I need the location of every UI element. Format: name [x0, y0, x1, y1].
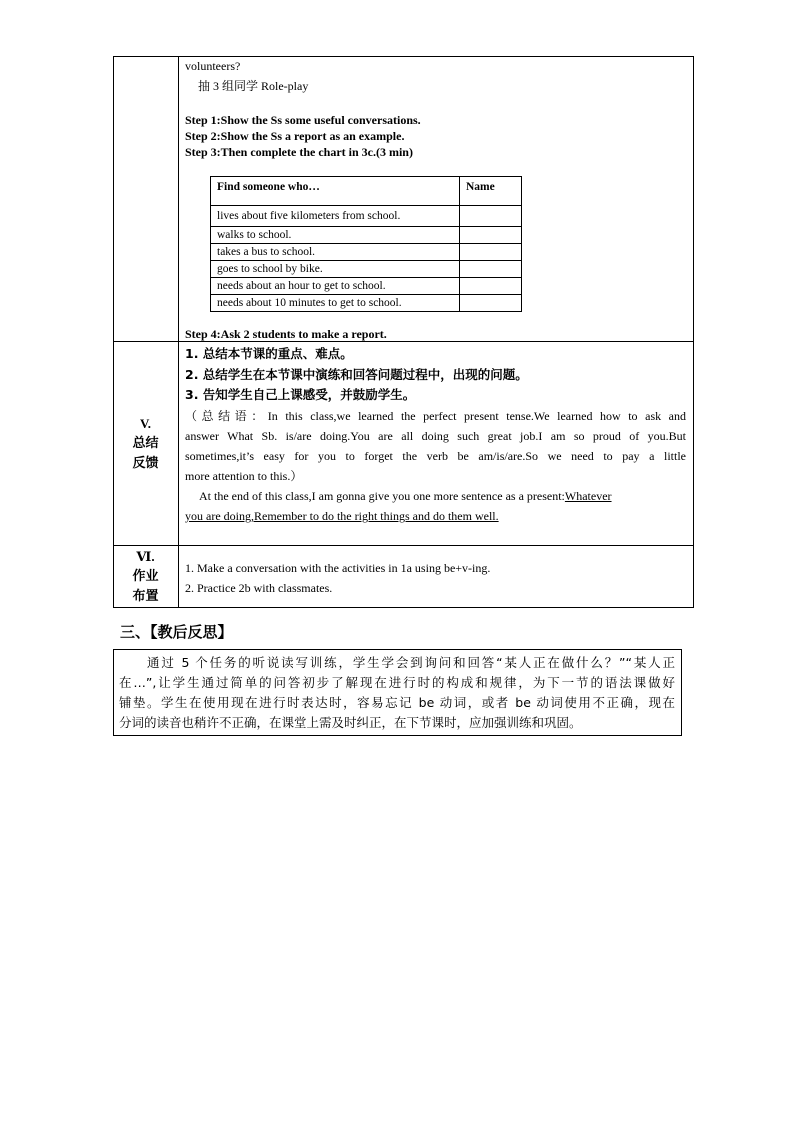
reflection-line-3: 铺垫。学生在使用现在进行时表达时，容易忘记 be 动词，或者 be 动词使用不正确，现在 — [119, 695, 675, 710]
chart-name-cell — [460, 278, 522, 295]
section-5-label-1: 总结 — [132, 436, 159, 451]
chart-header-row — [211, 177, 522, 206]
role-play-line: 抽 3 组同学 Role-play — [198, 79, 309, 93]
section-5-number: V. — [140, 416, 151, 431]
table-row — [211, 261, 522, 278]
chart-row-text: lives about five kilometers from school. — [211, 206, 460, 227]
chart-name-cell — [460, 206, 522, 227]
step-4: Step 4:Ask 2 students to make a report. — [185, 327, 387, 341]
section-6-label-2: 布置 — [132, 589, 159, 604]
homework-1: 1. Make a conversation with the activities in 1a using be+v-ing. — [185, 561, 491, 575]
table-row — [211, 206, 522, 227]
reflection-heading: 三、【教后反思】 — [120, 623, 233, 641]
closing-sentence-intro: At the end of this class,I am gonna give you one more sentence as a present: — [199, 489, 565, 503]
section-6-label-1: 作业 — [132, 569, 159, 584]
step-1: Step 1:Show the Ss some useful conversations. — [185, 113, 421, 127]
chart-name-cell — [460, 295, 522, 312]
table-bottom-border — [113, 607, 694, 608]
closing-sentence-quote-start: Whatever — [564, 489, 612, 503]
summary-point-2: 2. 总结学生在本节课中演练和回答问题过程中，出现的问题。 — [185, 367, 528, 382]
table-row — [211, 244, 522, 261]
summary-point-3: 3. 告知学生自己上课感受，并鼓励学生。 — [185, 387, 416, 402]
section-6-number: Ⅵ. — [136, 549, 155, 564]
summary-text-line-4: more attention to this.） — [185, 469, 303, 483]
table-row — [211, 227, 522, 244]
step-2: Step 2:Show the Ss a report as an example. — [185, 129, 405, 143]
reflection-line-1: 通过 5 个任务的听说读写训练，学生学会到询问和回答“某人正在做什么？”“某人正 — [147, 655, 675, 670]
chart-row-text: takes a bus to school. — [211, 244, 460, 261]
table-left-border — [113, 56, 114, 608]
chart-row-text: needs about 10 minutes to get to school. — [211, 295, 460, 312]
table-top-border — [113, 56, 694, 57]
section-5-label-2: 反馈 — [132, 456, 159, 471]
chart-name-cell — [460, 227, 522, 244]
closing-sentence-line-1 — [199, 486, 612, 506]
table-right-border — [693, 56, 694, 608]
chart-header-name: Name — [460, 177, 522, 206]
chart-header-find: Find someone who… — [211, 177, 460, 206]
chart-row-text: goes to school by bike. — [211, 261, 460, 278]
summary-point-1: 1. 总结本节课的重点、难点。 — [185, 346, 353, 361]
reflection-line-4: 分词的读音也稍许不正确，在课堂上需及时纠正，在下节课时，应加强训练和巩固。 — [119, 715, 582, 730]
summary-text-line-3: sometimes,it’s easy for you to forget the verb be am/is/are.So we need to pay a little — [185, 449, 686, 463]
chart-name-cell — [460, 261, 522, 278]
chart-name-cell — [460, 244, 522, 261]
homework-2: 2. Practice 2b with classmates. — [185, 581, 333, 595]
closing-sentence-line-2: you are doing,Remember to do the right things and do them well. — [185, 509, 499, 523]
chart-row-text: needs about an hour to get to school. — [211, 278, 460, 295]
reflection-line-2: 在…”,让学生通过简单的问答初步了解现在进行时的构成和规律，为下一节的语法课做好 — [119, 675, 675, 690]
summary-text-line-2: answer What Sb. is/are doing.You are all doing such great job.I am so proud of you.But — [185, 429, 686, 443]
volunteers-line: volunteers? — [185, 59, 241, 73]
summary-text-line-1: （总结语：In this class,we learned the perfect present tense.We learned how to ask and — [185, 409, 686, 423]
chart-row-text: walks to school. — [211, 227, 460, 244]
find-someone-chart — [210, 176, 522, 312]
table-row — [211, 295, 522, 312]
table-row — [211, 278, 522, 295]
table-column-divider — [178, 56, 179, 608]
row-divider-2 — [113, 545, 694, 546]
step-3: Step 3:Then complete the chart in 3c.(3 min) — [185, 145, 413, 159]
